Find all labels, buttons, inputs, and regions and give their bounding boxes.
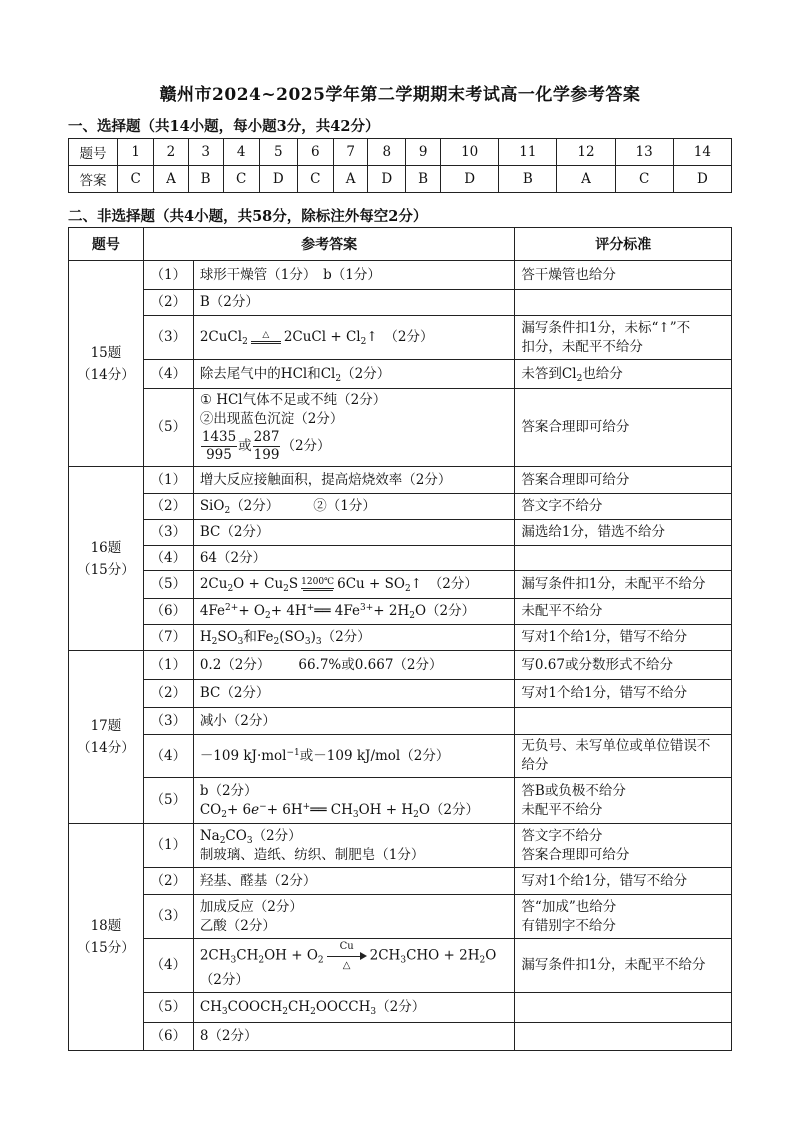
table-row — [69, 625, 732, 651]
table-row — [69, 316, 732, 360]
criteria-cell: 答案合理即可给分 — [515, 389, 732, 467]
answer-line: ②出现蓝色沉淀（2分） — [199, 411, 344, 427]
fraction — [201, 429, 237, 464]
eq-sub: 2 — [479, 955, 486, 966]
criteria-line: 给分 — [521, 757, 549, 773]
sub-number: （1） — [143, 824, 193, 868]
eq-sub: 3 — [400, 955, 407, 966]
eq-sup: − — [259, 801, 267, 812]
page-title: 赣州市2024~2025学年第二学期期末考试高一化学参考答案 — [159, 85, 641, 105]
answer-table — [68, 227, 732, 1051]
condition-line — [303, 590, 333, 593]
q16-points: （15分） — [77, 561, 135, 578]
mc-answer-cell: B — [406, 166, 441, 193]
sub-number: （6） — [143, 599, 193, 625]
criteria-text: 也给分 — [582, 365, 623, 382]
sub-number: （3） — [143, 316, 193, 360]
answer-line — [200, 429, 509, 464]
eq-text: ══ 4Fe — [314, 603, 360, 619]
table-row — [69, 868, 732, 895]
sub-number: （1） — [143, 261, 193, 290]
fraction-denominator: 199 — [253, 447, 280, 463]
table-row — [69, 360, 732, 389]
eq-text: + 4H — [270, 603, 307, 619]
sub-number: （1） — [143, 651, 193, 680]
eq-sub: 2 — [258, 955, 265, 966]
criteria-line: 答文字不给分 — [521, 827, 603, 844]
answer-cell — [193, 360, 515, 389]
answer-cell — [193, 651, 515, 680]
criteria-cell: 写0.67或分数形式不给分 — [515, 651, 732, 680]
eq-sub: 2 — [317, 955, 324, 966]
arrow-top-text: Cu — [339, 941, 354, 952]
mc-answer-cell: A — [333, 166, 367, 193]
sub-number: （2） — [143, 494, 193, 520]
sub-number: （2） — [143, 290, 193, 316]
sub-number: （5） — [143, 778, 193, 824]
eq-sub: 2 — [413, 809, 419, 820]
table-row — [69, 546, 732, 571]
fraction — [253, 429, 281, 464]
answer-cell: 增大反应接触面积，提高焙烧效率（2分） — [193, 467, 515, 494]
mc-answer-cell: C — [615, 166, 673, 193]
eq-sup: 3+ — [360, 603, 374, 613]
eq-text: 或 — [238, 438, 252, 454]
mc-answer-label: 答案 — [69, 166, 118, 193]
criteria-line: 有错别字不给分 — [521, 917, 616, 934]
table-row — [69, 895, 732, 939]
eq-text: 4Fe — [199, 603, 226, 619]
sub-number: （5） — [143, 389, 193, 467]
answer-cell: 羟基、醛基（2分） — [193, 868, 515, 895]
mc-answer-cell: C — [118, 166, 154, 193]
mc-number-cell: 9 — [406, 139, 441, 166]
mc-number-cell: 13 — [615, 139, 673, 166]
criteria-line: 答“加成”也给分 — [521, 898, 617, 915]
eq-text: CO — [225, 827, 247, 844]
criteria-cell: 未配平不给分 — [515, 599, 732, 625]
eq-text: Na — [199, 827, 220, 844]
eq-text: O（2分） — [418, 801, 480, 818]
eq-sub: 2 — [224, 506, 231, 516]
table-row — [69, 1023, 732, 1051]
section1-heading: 一、选择题（共14小题，每小题3分，共42分） — [68, 118, 380, 135]
eq-text: ↑ （2分） — [366, 329, 434, 345]
eq-text: 2CuCl + Cl — [283, 329, 361, 345]
eq-sub: 3 — [315, 637, 322, 647]
mc-answer-cell: B — [499, 166, 557, 193]
eq-text: + 6H — [266, 801, 303, 818]
sub-number: （2） — [143, 680, 193, 708]
eq-text: O（2分） — [199, 947, 497, 988]
criteria-cell: 漏选给1分，错选不给分 — [515, 520, 732, 546]
criteria-cell — [515, 360, 732, 389]
sub-number: （5） — [143, 993, 193, 1023]
eq-sub: 2 — [283, 584, 289, 594]
eq-sub: 3 — [230, 955, 237, 966]
criteria-cell — [515, 735, 732, 778]
eq-text: H — [199, 629, 212, 645]
answer-cell — [193, 625, 515, 651]
table-row — [69, 599, 732, 625]
header-question: 题号 — [69, 228, 144, 261]
mc-answer-cell: A — [557, 166, 615, 193]
criteria-cell: 写对1个给1分，错写不给分 — [515, 625, 732, 651]
q17-label — [69, 651, 144, 824]
arrow-line — [327, 952, 367, 960]
condition-text: △ — [251, 330, 281, 342]
eq-text: 66.7%或0.667（2分） — [298, 656, 443, 673]
mc-answer-cell: D — [368, 166, 406, 193]
answer-cell — [193, 993, 515, 1023]
criteria-cell: 写对1个给1分，错写不给分 — [515, 680, 732, 708]
fraction-denominator: 995 — [206, 447, 232, 463]
mc-answer-cell: C — [223, 166, 259, 193]
answer-cell — [193, 778, 515, 824]
eq-text: ) — [310, 629, 316, 645]
eq-text: CHO + 2H — [406, 947, 480, 964]
answer-table-header — [69, 228, 732, 261]
mc-answer-cell: D — [259, 166, 297, 193]
answer-cell — [193, 571, 515, 599]
eq-text: 2CuCl — [199, 329, 243, 345]
eq-text: ↑ （2分） — [410, 576, 478, 592]
eq-text: 除去尾气中的HCl和Cl — [199, 365, 336, 382]
sub-number: （7） — [143, 625, 193, 651]
answer-line: b（2分） — [199, 782, 258, 799]
mc-number-cell: 6 — [297, 139, 333, 166]
criteria-line: 答案合理即可给分 — [521, 846, 630, 863]
table-row — [69, 778, 732, 824]
eq-text: （2分） — [230, 498, 280, 514]
condition-line — [251, 343, 281, 346]
eq-text: O（2分） — [414, 603, 476, 619]
answer-cell: 64（2分） — [193, 546, 515, 571]
sub-number: （3） — [143, 708, 193, 735]
table-row — [69, 735, 732, 778]
multiple-choice-table — [68, 138, 732, 193]
eq-text: 或－109 kJ/mol（2分） — [299, 747, 450, 764]
eq-text: OOCCH — [315, 999, 371, 1015]
eq-text: S — [288, 576, 299, 592]
eq-sub: 2 — [404, 584, 411, 594]
criteria-cell — [515, 316, 732, 360]
eq-sub: 2 — [282, 1007, 288, 1017]
eq-text: （2分） — [321, 629, 371, 645]
answer-cell — [193, 389, 515, 467]
answer-cell — [193, 494, 515, 520]
fraction-numerator: 1435 — [201, 429, 237, 445]
eq-sub: 2 — [409, 611, 415, 621]
eq-sub: 2 — [576, 373, 583, 384]
criteria-line: 漏写条件扣1分，未标“↑”不 — [521, 319, 691, 336]
mc-number-cell: 10 — [441, 139, 499, 166]
criteria-cell — [515, 290, 732, 316]
mc-answer-cell: B — [188, 166, 223, 193]
eq-text: + O — [238, 603, 265, 619]
table-row — [69, 708, 732, 735]
criteria-cell: 漏写条件扣1分，未配平不给分 — [515, 939, 732, 993]
mc-number-cell: 5 — [259, 139, 297, 166]
answer-cell — [193, 735, 515, 778]
table-row — [69, 993, 732, 1023]
answer-cell — [193, 599, 515, 625]
criteria-cell: 漏写条件扣1分，未配平不给分 — [515, 571, 732, 599]
mc-number-cell: 1 — [118, 139, 154, 166]
reaction-condition — [301, 577, 334, 593]
answer-line: 乙酸（2分） — [199, 917, 276, 934]
q15-label — [69, 261, 144, 467]
table-row — [69, 939, 732, 993]
eq-sub: 2 — [360, 337, 367, 347]
table-row — [69, 571, 732, 599]
eq-sub: 2 — [264, 611, 271, 621]
eq-text: 2CH — [199, 947, 231, 964]
criteria-line: 未配平不给分 — [521, 801, 603, 818]
sub-number: （4） — [143, 735, 193, 778]
criteria-cell: 答文字不给分 — [515, 494, 732, 520]
mc-number-row — [69, 139, 732, 166]
eq-text: （2分） — [252, 827, 302, 844]
q15-points: （14分） — [77, 366, 135, 383]
eq-text: COOCH — [227, 999, 283, 1015]
table-row — [69, 389, 732, 467]
eq-sup: 2+ — [225, 603, 239, 613]
eq-text: ══ CH — [310, 801, 353, 818]
criteria-cell: 答案合理即可给分 — [515, 467, 732, 494]
eq-text: 6Cu + SO — [337, 576, 405, 592]
answer-cell: B（2分） — [193, 290, 515, 316]
criteria-line: 答B或负极不给分 — [521, 782, 626, 799]
answer-cell: 8（2分） — [193, 1023, 515, 1051]
eq-sub: 2 — [221, 809, 227, 820]
answer-cell: BC（2分） — [193, 520, 515, 546]
sub-number: （4） — [143, 360, 193, 389]
criteria-line: 扣分，未配平不给分 — [521, 338, 643, 355]
q16-name: 16题 — [90, 539, 122, 556]
eq-text: CH — [236, 947, 259, 964]
eq-text: e — [251, 801, 260, 818]
eq-text: 2Cu — [199, 576, 228, 592]
q18-name: 18题 — [90, 918, 122, 934]
eq-text: OH + H — [358, 801, 414, 818]
eq-sub: 3 — [370, 1007, 377, 1017]
answer-line: 制玻璃、造纸、纺织、制肥皂（1分） — [199, 846, 425, 863]
eq-sub: 3 — [237, 637, 244, 647]
sub-number: （6） — [143, 1023, 193, 1051]
eq-sub: 2 — [227, 584, 234, 594]
table-row — [69, 680, 732, 708]
q16-label — [69, 467, 144, 651]
criteria-cell — [515, 824, 732, 868]
q18-label — [69, 824, 144, 1051]
mc-number-cell: 11 — [499, 139, 557, 166]
sub-number: （4） — [143, 546, 193, 571]
answer-cell: 减小（2分） — [193, 708, 515, 735]
eq-text: －109 kJ·mol — [199, 747, 287, 764]
eq-text: 和Fe — [243, 629, 274, 645]
header-answer: 参考答案 — [143, 228, 515, 261]
answer-line: 加成反应（2分） — [199, 898, 303, 915]
answer-line — [200, 827, 509, 846]
eq-sub: 3 — [304, 637, 311, 647]
criteria-cell — [515, 993, 732, 1023]
q17-points: （14分） — [77, 740, 135, 756]
criteria-text: 未答到Cl — [521, 365, 577, 382]
eq-text: SO — [217, 629, 238, 645]
eq-sub: 3 — [246, 835, 253, 846]
reaction-condition — [251, 330, 281, 346]
sub-number: （5） — [143, 571, 193, 599]
eq-text: 0.2（2分） — [199, 656, 271, 673]
criteria-cell — [515, 778, 732, 824]
answer-line — [200, 801, 509, 820]
mc-number-cell: 14 — [673, 139, 731, 166]
eq-text: （2分） — [281, 438, 331, 454]
eq-text: （2分） — [376, 999, 426, 1015]
eq-sub: 2 — [310, 1007, 316, 1017]
criteria-line: 无负号、未写单位或单位错误不 — [521, 738, 711, 754]
eq-text: CH — [287, 999, 311, 1015]
eq-text: ②（1分） — [313, 498, 376, 514]
q15-name: 15题 — [90, 344, 122, 361]
mc-answer-cell: D — [673, 166, 731, 193]
eq-sup: + — [306, 603, 315, 613]
mc-answer-cell: C — [297, 166, 333, 193]
criteria-cell — [515, 708, 732, 735]
eq-sub: 2 — [335, 373, 342, 384]
eq-text: O + Cu — [233, 576, 284, 592]
sub-number: （4） — [143, 939, 193, 993]
mc-answer-row — [69, 166, 732, 193]
sub-number: （3） — [143, 895, 193, 939]
table-row — [69, 261, 732, 290]
eq-text: （2分） — [341, 365, 391, 382]
table-row — [69, 290, 732, 316]
eq-sub: 2 — [211, 637, 218, 647]
table-row — [69, 824, 732, 868]
table-row — [69, 520, 732, 546]
sub-number: （2） — [143, 868, 193, 895]
answer-cell: 球形干燥管（1分） b（1分） — [193, 261, 515, 290]
condition-text: 1200℃ — [301, 576, 335, 587]
eq-sub: 2 — [273, 637, 280, 647]
fraction-numerator: 287 — [253, 429, 280, 445]
mc-number-cell: 3 — [188, 139, 223, 166]
sub-number: （3） — [143, 520, 193, 546]
arrow-bottom-text: △ — [342, 960, 351, 971]
eq-text: (SO — [279, 629, 305, 645]
mc-number-cell: 12 — [557, 139, 615, 166]
eq-sup: + — [302, 801, 311, 812]
answer-cell — [193, 316, 515, 360]
answer-cell — [193, 824, 515, 868]
eq-text: CO — [199, 801, 222, 818]
eq-text: CH — [199, 999, 222, 1015]
table-row — [69, 651, 732, 680]
q18-points: （15分） — [77, 940, 135, 956]
criteria-cell: 答干燥管也给分 — [515, 261, 732, 290]
q17-name: 17题 — [90, 718, 122, 734]
eq-text: SiO — [199, 498, 225, 514]
mc-answer-cell: D — [441, 166, 499, 193]
header-criteria: 评分标准 — [515, 228, 732, 261]
answer-line: ① HCl气体不足或不纯（2分） — [199, 392, 387, 408]
section2-heading: 二、非选择题（共4小题，共58分，除标注外每空2分） — [68, 208, 428, 225]
mc-number-cell: 7 — [333, 139, 367, 166]
eq-text: + 2H — [373, 603, 410, 619]
table-row — [69, 467, 732, 494]
eq-sub: 2 — [219, 835, 226, 846]
criteria-cell — [515, 1023, 732, 1051]
mc-number-cell: 2 — [154, 139, 188, 166]
mc-answer-cell: A — [154, 166, 188, 193]
criteria-cell: 写对1个给1分，错写不给分 — [515, 868, 732, 895]
mc-number-cell: 4 — [223, 139, 259, 166]
answer-cell — [193, 895, 515, 939]
table-row — [69, 494, 732, 520]
criteria-cell — [515, 895, 732, 939]
mc-number-label: 题号 — [69, 139, 118, 166]
sub-number: （1） — [143, 467, 193, 494]
criteria-cell — [515, 546, 732, 571]
mc-number-cell: 8 — [368, 139, 406, 166]
eq-text: 2CH — [369, 947, 401, 964]
eq-text: + 6 — [226, 801, 252, 818]
reaction-arrow — [327, 941, 367, 971]
eq-text: OH + O — [264, 947, 318, 964]
eq-sup: −1 — [286, 747, 300, 758]
eq-sub: 2 — [242, 337, 248, 347]
answer-cell — [193, 939, 515, 993]
answer-cell: BC（2分） — [193, 680, 515, 708]
eq-sub: 3 — [352, 809, 359, 820]
eq-sub: 3 — [221, 1007, 228, 1017]
